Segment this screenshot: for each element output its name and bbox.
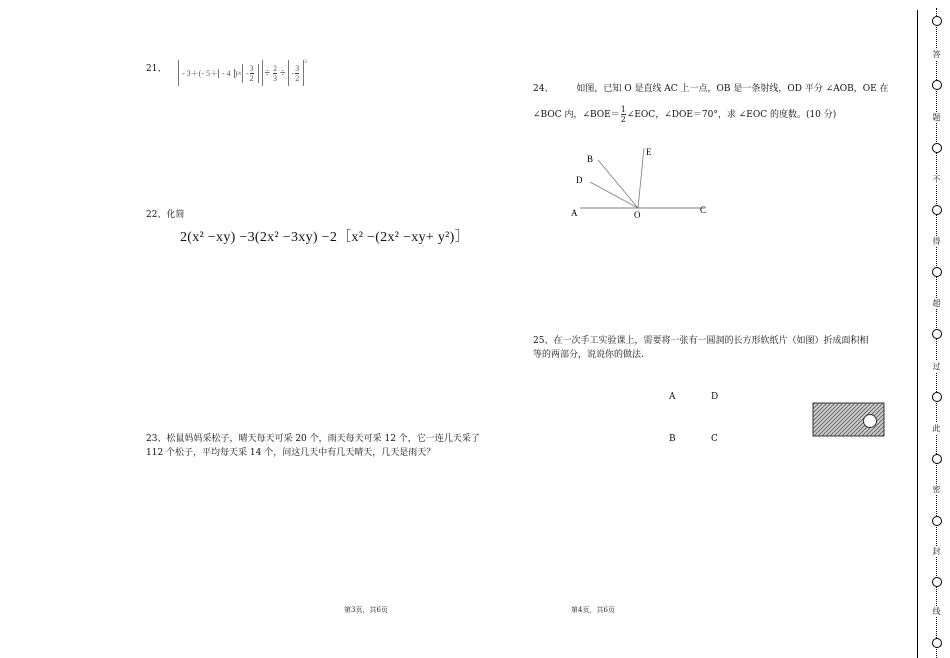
- point-A-label: A: [571, 208, 578, 218]
- angle-diagram: [560, 140, 720, 230]
- half-den: 2: [620, 115, 626, 124]
- corner-A-label: A: [669, 392, 676, 402]
- binding-hole-circle: [932, 80, 942, 90]
- fraction-abs-3: [288, 60, 305, 86]
- binding-char-10: 线: [932, 607, 941, 616]
- binding-hole-circle: [932, 329, 942, 339]
- binding-hole-circle: [932, 143, 942, 153]
- fraction-1: [250, 64, 254, 83]
- binding-hole-circle: [932, 205, 942, 215]
- question-23-text: [146, 432, 526, 460]
- binding-char-3: 不: [932, 175, 941, 184]
- binding-char-4: 得: [932, 237, 941, 246]
- question-21-expression: [178, 60, 307, 86]
- binding-char-2: 题: [932, 113, 941, 122]
- corner-D-label: D: [711, 392, 719, 402]
- half-num: 1: [620, 105, 626, 114]
- binding-hole-circle: [932, 516, 942, 526]
- divide-sign-2: ÷: [280, 67, 286, 79]
- point-O-label: O: [634, 210, 641, 220]
- question-23-line2: 112 个松子，平均每天采 14 个，问这几天中有几天晴天，几天是雨天？: [146, 448, 436, 458]
- binding-char-8: 密: [932, 485, 941, 494]
- binding-char-5: 超: [932, 299, 941, 308]
- corner-C-label: C: [711, 434, 718, 444]
- question-23-line1: 23、松鼠妈妈采松子，晴天每天可采 20 个，雨天每天可采 12 个，它一连几天采了: [146, 434, 480, 444]
- exponent: 3: [304, 60, 307, 65]
- inner-absolute-value: [218, 69, 235, 78]
- binding-char-7: 此: [932, 424, 941, 433]
- page-footer-left: 第3页，共6页: [344, 606, 388, 614]
- question-24-line2a: ∠BOC 内，∠BOE＝: [533, 109, 620, 120]
- binding-char-9: 封: [932, 547, 941, 556]
- fraction-3: [295, 64, 299, 83]
- f3-sign: -: [291, 68, 295, 78]
- binding-hole-circle: [932, 577, 942, 587]
- f1-sign: -: [245, 68, 249, 78]
- corner-B-label: B: [669, 434, 676, 444]
- half-fraction: [621, 105, 626, 124]
- divide-sign-1: ÷: [264, 67, 271, 79]
- point-E-label: E: [646, 147, 652, 157]
- question-24-line2: [533, 105, 836, 124]
- paper-with-hole-figure: [812, 402, 886, 438]
- point-B-label: B: [587, 154, 594, 164]
- binding-hole-circle: [932, 267, 942, 277]
- page-footer-right: 第4页，共6页: [571, 606, 615, 614]
- f2-num: 2: [273, 63, 278, 73]
- question-25-line1: 25、在一次手工实验课上，需要将一张有一圆洞的长方形软纸片（如图）折成面积相: [533, 336, 869, 346]
- f3-num: 3: [295, 63, 300, 73]
- point-C-label: C: [700, 205, 707, 215]
- f2-den: 3: [273, 73, 278, 83]
- round-hole: [864, 415, 877, 428]
- question-24-line1: 24、 如图，已知 O 是直线 AC 上一点，OB 是一条射线，OD 平分 ∠AOB，OE 在: [533, 84, 889, 94]
- question-25-line2: 等的两部分，说说你的做法.: [533, 350, 644, 360]
- expr-part2: )×: [234, 68, 242, 78]
- question-24-line2b: ∠EOC，∠DOE＝70°，求 ∠EOC 的度数。(10 分): [626, 109, 837, 120]
- inner-abs-value: - 4: [222, 68, 231, 78]
- fraction-2: [273, 64, 277, 83]
- outer-absolute-value: [178, 60, 263, 86]
- binding-hole-circle: [932, 454, 942, 464]
- question-22-expression: 2(x² −xy) −3(2x² −3xy) −2［x² −(2x² −xy+ y²)］: [180, 230, 469, 245]
- ray-OD: [590, 182, 638, 208]
- question-25-text: [533, 334, 908, 362]
- binding-char-1: 答: [932, 50, 941, 59]
- f1-den: 2: [249, 73, 254, 83]
- binding-hole-circle: [932, 16, 942, 26]
- binding-hole-circle: [932, 392, 942, 402]
- f3-den: 2: [295, 73, 300, 83]
- binding-solid-line: [917, 10, 918, 658]
- binding-char-6: 过: [932, 362, 941, 371]
- expr-part1: - 3＋(- 5＋: [182, 68, 218, 78]
- f1-num: 3: [249, 63, 254, 73]
- binding-hole-circle: [932, 638, 942, 648]
- ray-OB: [598, 160, 638, 208]
- ray-OE: [638, 148, 644, 208]
- fraction-abs-1: [242, 64, 259, 83]
- question-21-label: 21、: [146, 64, 167, 74]
- point-D-label: D: [576, 175, 583, 185]
- question-22-label: 22、化简: [146, 210, 185, 220]
